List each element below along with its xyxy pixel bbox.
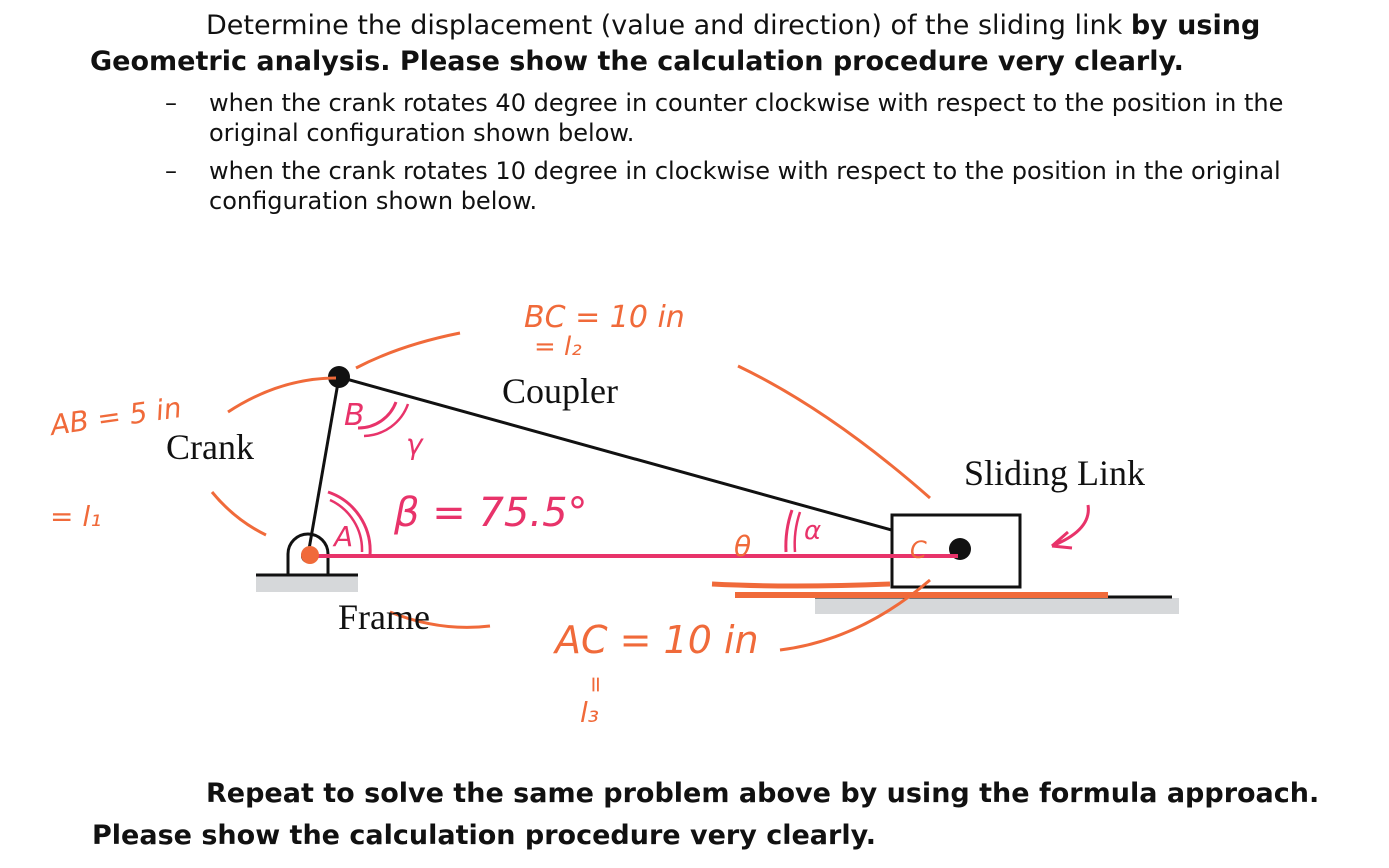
label-sliding-link: Sliding Link [964, 453, 1146, 493]
ground-highlight-stroke [712, 584, 890, 586]
annotation-beta: β = 75.5° [394, 490, 588, 536]
annotation-gamma: γ [406, 428, 423, 461]
annotation-ac-eq: = [582, 675, 608, 694]
footer-line2-text: Please show the calculation procedure very clearly. [92, 820, 876, 851]
annotation-ab-l1: = l₁ [50, 500, 102, 533]
footer-line1 [206, 778, 1319, 809]
curve-coupler-top [356, 333, 460, 368]
curve-slider-top [738, 366, 930, 498]
intro-bold-line2: Geometric analysis. Please show the calculation procedure very clearly. [90, 46, 1184, 77]
label-frame: Frame [338, 597, 430, 637]
frame-ground-shade [256, 576, 358, 592]
annotation-ac-l3: l₃ [580, 696, 600, 729]
annotation-point-b: B [344, 398, 365, 433]
curve-ac-right [780, 580, 930, 650]
ground-highlight [735, 592, 1108, 598]
alpha-arc [786, 510, 792, 552]
alpha-arc-2 [795, 512, 800, 552]
bullet-2-line1: when the crank rotates 10 degree in clockwise with respect to the position in the original [209, 157, 1281, 185]
annotation-point-a: A [334, 520, 354, 553]
intro-bold-text: by using [1130, 10, 1261, 41]
sliding-link-arrow-icon [1052, 505, 1088, 548]
bullet-dash-1: – [165, 89, 177, 117]
annotation-ac: AC = 10 in [555, 618, 759, 662]
gamma-arc-2 [364, 404, 408, 436]
annotation-ab: AB = 5 in [48, 390, 184, 443]
footer-line1-text: Repeat to solve the same problem above by using the formula approach. [206, 778, 1320, 809]
bullet-1-line1: when the crank rotates 40 degree in counter clockwise with respect to the position in the [209, 89, 1284, 117]
point-a-mark [301, 546, 319, 564]
slider-ground-shade [815, 598, 1179, 614]
bullet-1-line2: original configuration shown below. [209, 119, 635, 147]
annotation-theta: θ [734, 530, 752, 563]
annotation-bc: BC = 10 in [524, 300, 685, 335]
annotation-bc-l2: = l₂ [534, 332, 582, 362]
label-coupler: Coupler [502, 371, 618, 411]
bullet-2-line2: configuration shown below. [209, 187, 538, 215]
label-crank: Crank [166, 427, 254, 467]
bullet-dash-2: – [165, 157, 177, 185]
annotation-point-c: C [910, 536, 927, 564]
intro-plain-text: Determine the displacement (value and direction) of the sliding link [206, 10, 1131, 41]
curve-crank-label [228, 378, 336, 412]
curve-crank-lower [212, 492, 266, 535]
footer-line2 [92, 820, 876, 851]
annotation-alpha: α [804, 516, 822, 546]
